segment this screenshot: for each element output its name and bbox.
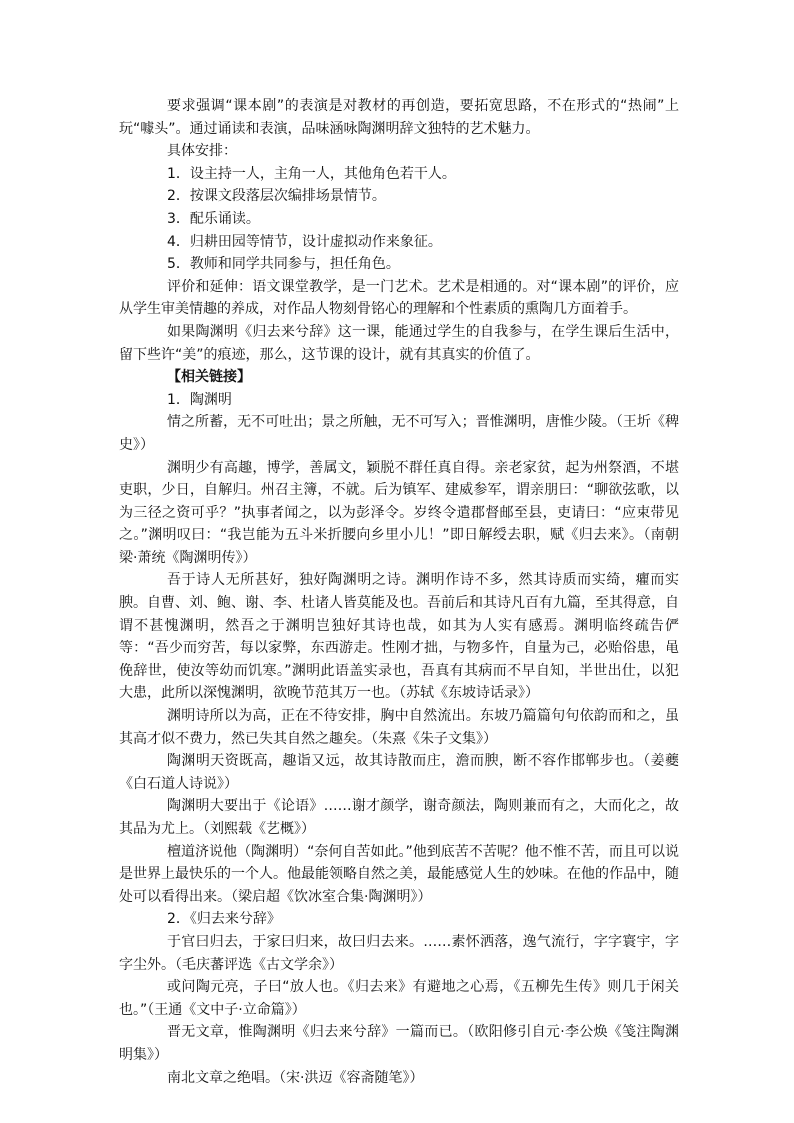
quote-paragraph: 陶渊明天资既高，趣诣又远，故其诗散而庄，澹而腴，断不容作邯郸步也。（姜夔《白石道人诗说》） [119, 753, 679, 792]
list-item: 1．设主持一人，主角一人，其他角色若干人。 [167, 165, 456, 182]
subsection-heading-gui-qu-lai: 2．《归去来兮辞》 [167, 911, 281, 928]
list-item: 3．配乐诵读。 [167, 210, 260, 227]
quote-paragraph: 吾于诗人无所甚好，独好陶渊明之诗。渊明作诗不多，然其诗质而实绮，癯而实腴。自曹、刘、鲍、谢、李、杜诸人皆莫能及也。吾前后和其诗凡百有九篇，至其得意，自谓不甚愧渊明，然吾之于渊明岂独好其诗也哉，如其为人实有感焉。渊明临终疏告俨等：“吾少而穷苦，每以家弊，东西游走。性刚才拙，与物多忤，自量为己，必贻俗患，黾俛辞世，使汝等幼而饥寒。”渊明此语盖实录也，吾真有其病而不早自知，半世出仕，以犯大患，此所以深愧渊明，欲晚节范其万一也。（苏轼《东坡诗话录》） [119, 572, 679, 702]
quote-paragraph: 陶渊明大要出于《论语》……谢才颜学，谢奇颜法，陶则兼而有之，大而化之，故其品为尤上。（刘熙载《艺概》） [119, 798, 679, 837]
quote-paragraph: 于官曰归去，于家曰归来，故曰归去来。……素怀洒落，逸气流行，字字寰宇，字字尘外。（毛庆蕃评选《古文学余》） [119, 933, 679, 973]
paragraph-conclusion: 如果陶渊明《归去来兮辞》这一课，能通过学生的自我参与，在学生课后生活中，留下些许“美”的痕迹，那么，这节课的设计，就有其真实的价值了。 [119, 323, 679, 363]
quote-paragraph: 南北文章之绝唱。（宋·洪迈《容斋随笔》） [167, 1069, 424, 1086]
list-item: 4．归耕田园等情节，设计虚拟动作来象征。 [167, 233, 442, 250]
paragraph-intro-1: 要求强调“课本剧”的表演是对教材的再创造，要拓宽思路，不在形式的“热闹”上玩“噱头”。通过诵读和表演，品味涵咏陶渊明辞文独特的艺术魅力。 [119, 98, 679, 137]
document-body [119, 95, 679, 1089]
quote-paragraph: 情之所蓄，无不可吐出；景之所触，无不可写入；晋惟渊明，唐惟少陵。（王圻《稗史》） [119, 414, 679, 453]
quote-paragraph: 晋无文章，惟陶渊明《归去来兮辞》一篇而已。（欧阳修引自元·李公焕《笺注陶渊明集》） [119, 1024, 679, 1063]
list-item: 2．按课文段落层次编排场景情节。 [167, 188, 386, 205]
quote-paragraph: 檀道济说他（陶渊明）“奈何自苦如此。”他到底苦不苦呢？他不惟不苦，而且可以说是世界上最快乐的一个人。他最能领略自然之美，最能感觉人生的妙味。在他的作品中，随处可以看得出来。（梁启超《饮冰室合集·陶渊明》） [119, 843, 679, 905]
quote-paragraph: 渊明少有高趣，博学，善属文，颖脱不群任真自得。亲老家贫，起为州祭酒，不堪吏职，少日，自解归。州召主簿，不就。后为镇军、建威参军，谓亲朋曰：“聊欲弦歌，以为三径之资可乎？”执事者闻之，以为彭泽令。岁终令遣郡督邮至县，吏请曰：“应束带见之。”渊明叹曰：“我岂能为五斗米折腰向乡里小儿！”即日解绶去职，赋《归去来》。（南朝梁·萧统《陶渊明传》） [119, 459, 679, 566]
paragraph-arrangement-heading: 具体安排： [167, 143, 237, 160]
paragraph-evaluation: 评价和延伸：语文课堂教学，是一门艺术。艺术是相通的。对“课本剧”的评价，应从学生审美情趣的养成，对作品人物刻骨铭心的理解和个性素质的熏陶几方面着手。 [119, 278, 679, 318]
quote-paragraph: 渊明诗所以为高，正在不待安排，胸中自然流出。东坡乃篇篇句句依韵而和之，虽其高才似不费力，然已失其自然之趣矣。（朱熹《朱子文集》） [119, 708, 679, 747]
quote-paragraph: 或问陶元亮，子曰“放人也。《归去来》有避地之心焉，《五柳先生传》则几于闲关也。”（王通《文中子·立命篇》） [119, 979, 679, 1018]
section-heading-related-links: 【相关链接】 [167, 369, 251, 386]
list-item: 5．教师和同学共同参与，担任角色。 [167, 256, 400, 273]
subsection-heading-tao-yuanming: 1．陶渊明 [167, 391, 232, 408]
